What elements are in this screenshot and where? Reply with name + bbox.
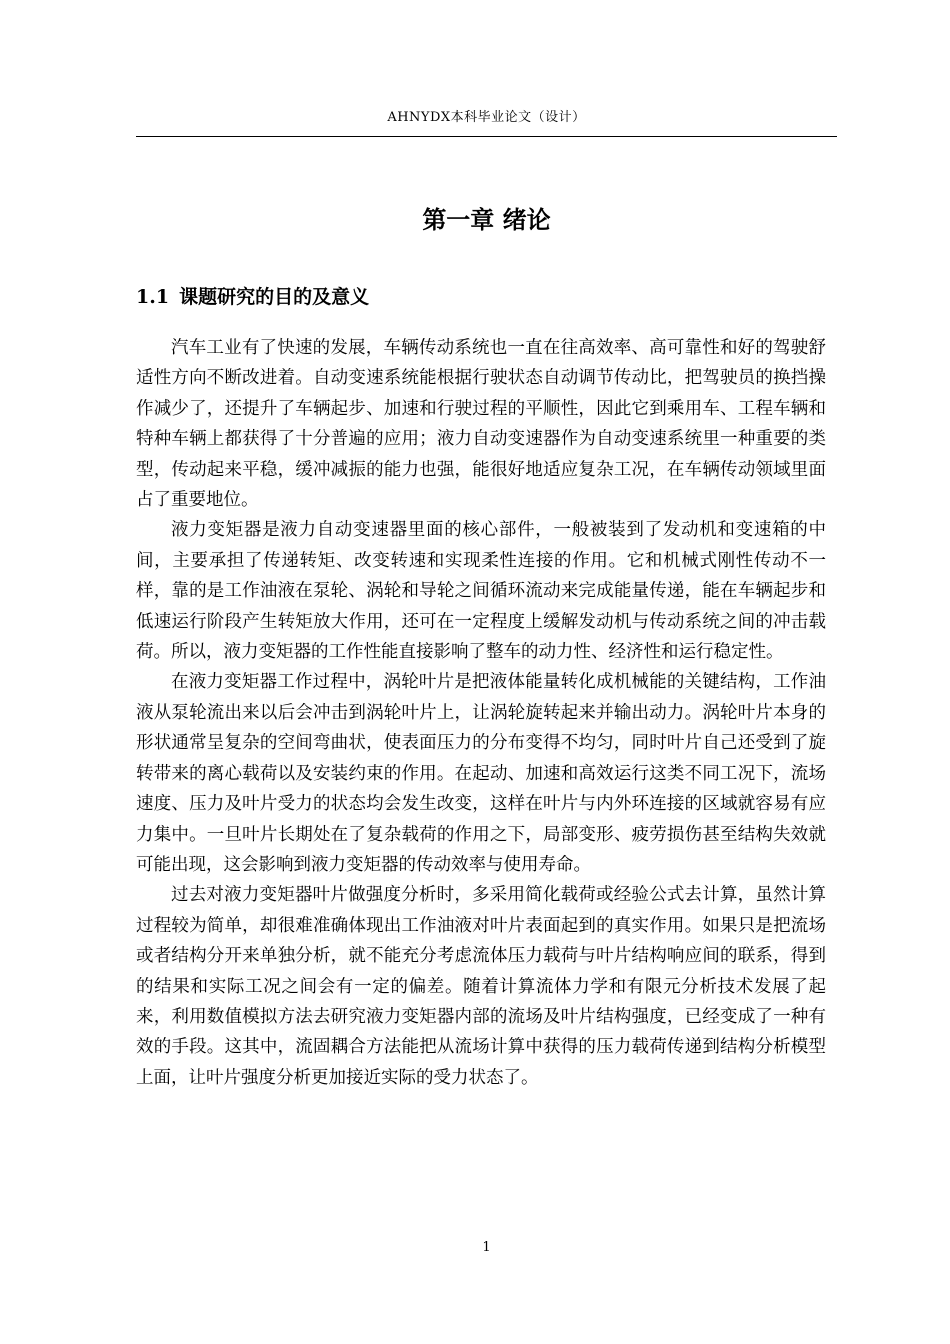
paragraph: 在液力变矩器工作过程中，涡轮叶片是把液体能量转化成机械能的关键结构，工作油液从泵轮流出来以后会冲击到涡轮叶片上，让涡轮旋转起来并输出动力。涡轮叶片本身的形状通常呈复杂的空间弯曲状，使表面压力的分布变得不均匀，同时叶片自己还受到了旋转带来的离心载荷以及安装约束的作用。在起动、加速和高效运行这类不同工况下，流场速度、压力及叶片受力的状态均会发生改变，这样在叶片与内外环连接的区域就容易有应力集中。一旦叶片长期处在了复杂载荷的作用之下，局部变形、疲劳损伤甚至结构失效就可能出现，这会影响到液力变矩器的传动效率与使用寿命。 bbox=[136, 672, 826, 875]
paragraph: 过去对液力变矩器叶片做强度分析时，多采用简化载荷或经验公式去计算，虽然计算过程较为简单，却很难准确体现出工作油液对叶片表面起到的真实作用。如果只是把流场或者结构分开来单独分析，就不能充分考虑流体压力载荷与叶片结构响应间的联系，得到的结果和实际工况之间会有一定的偏差。随着计算流体力学和有限元分析技术发展了起来，利用数值模拟方法去研究液力变矩器内部的流场及叶片结构强度，已经变成了一种有效的手段。这其中，流固耦合方法能把从流场计算中获得的压力载荷传递到结构分析模型上面，让叶片强度分析更加接近实际的受力状态了。 bbox=[136, 885, 826, 1088]
header-rule bbox=[136, 136, 837, 137]
section-heading bbox=[136, 282, 837, 312]
running-header: AHNYDX本科毕业论文（设计） bbox=[387, 110, 586, 125]
paragraph: 汽车工业有了快速的发展，车辆传动系统也一直在往高效率、高可靠性和好的驾驶舒适性方向不断改进着。自动变速系统能根据行驶状态自动调节传动比，把驾驶员的换挡操作减少了，还提升了车辆起步、加速和行驶过程的平顺性，因此它到乘用车、工程车辆和特种车辆上都获得了十分普遍的应用；液力自动变速器作为自动变速系统里一种重要的类型，传动起来平稳，缓冲减振的能力也强，能很好地适应复杂工况，在车辆传动领域里面占了重要地位。 bbox=[136, 338, 826, 511]
paragraph: 液力变矩器是液力自动变速器里面的核心部件，一般被装到了发动机和变速箱的中间，主要承担了传递转矩、改变转速和实现柔性连接的作用。它和机械式刚性传动不一样，靠的是工作油液在泵轮、涡轮和导轮之间循环流动来完成能量传递，能在车辆起步和低速运行阶段产生转矩放大作用，还可在一定程度上缓解发动机与传动系统之间的冲击载荷。所以，液力变矩器的工作性能直接影响了整车的动力性、经济性和运行稳定性。 bbox=[136, 520, 826, 663]
page-number: 1 bbox=[482, 1240, 491, 1255]
section-number: 1.1 bbox=[136, 286, 170, 308]
section-title-text: 课题研究的目的及意义 bbox=[179, 286, 370, 308]
body-text bbox=[136, 333, 826, 1093]
chapter-title: 第一章 绪论 bbox=[422, 206, 551, 234]
